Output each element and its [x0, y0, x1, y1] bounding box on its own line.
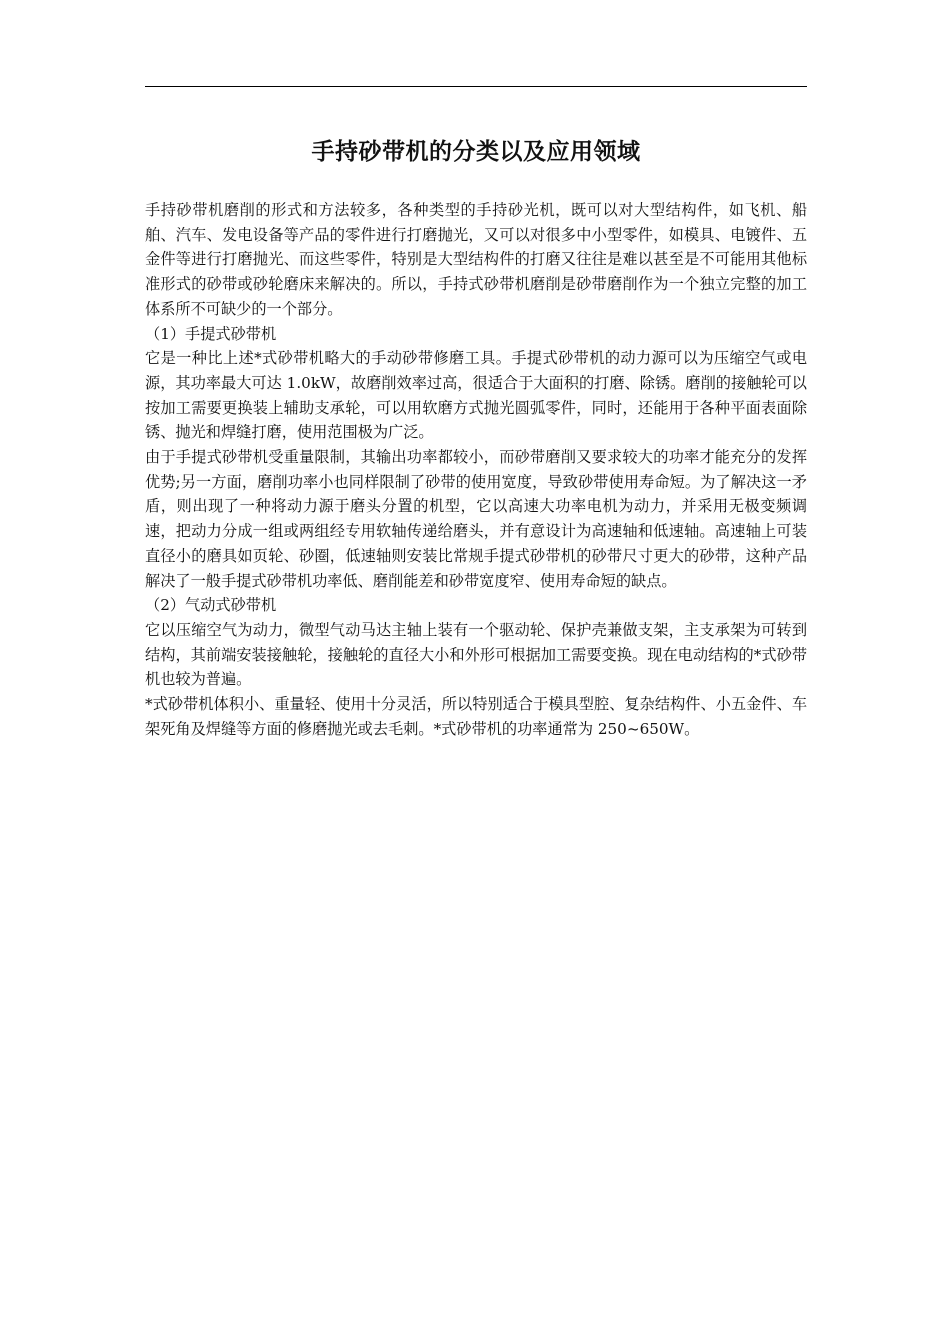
- section-heading-pneumatic: （2）气动式砂带机: [145, 596, 277, 615]
- handheld-paragraph-2: 由于手提式砂带机受重量限制，其输出功率都较小，而砂带磨削又要求较大的功率才能充分的发挥优势;另一方面，磨削功率小也同样限制了砂带的使用宽度，导致砂带使用寿命短。为了解决这一矛盾，则出现了一种将动力源于磨头分置的机型，它以高速大功率电机为动力，并采用无极变频调速，把动力分成一组或两组经专用软轴传递给磨头，并有意设计为高速轴和低速轴。高速轴上可装直径小的磨具如页轮、砂圈，低速轴则安装比常规手提式砂带机的砂带尺寸更大的砂带，这种产品解决了一般手提式砂带机功率低、磨削能差和砂带宽度窄、使用寿命短的缺点。: [145, 448, 807, 590]
- pneumatic-paragraph-2: *式砂带机体积小、重量轻、使用十分灵活，所以特别适合于模具型腔、复杂结构件、小五金件、车架死角及焊缝等方面的修磨抛光或去毛刺。*式砂带机的功率通常为 250~650W。: [145, 695, 807, 738]
- intro-paragraph: 手持砂带机磨削的形式和方法较多，各种类型的手持砂光机，既可以对大型结构件，如飞机、船舶、汽车、发电设备等产品的零件进行打磨抛光，又可以对很多中小型零件，如模具、电镀件、五金件等进行打磨抛光、而这些零件，特别是大型结构件的打磨又往往是难以甚至是不可能用其他标准形式的砂带或砂轮磨床来解决的。所以，手持式砂带机磨削是砂带磨削作为一个独立完整的加工体系所不可缺少的一个部分。: [145, 201, 807, 318]
- section-heading-handheld: （1）手提式砂带机: [145, 324, 277, 343]
- handheld-paragraph-1: 它是一种比上述*式砂带机略大的手动砂带修磨工具。手提式砂带机的动力源可以为压缩空气或电源，其功率最大可达 1.0kW，故磨削效率过高，很适合于大面积的打磨、除锈。磨削的接触轮可以按加工需要更换装上辅助支承轮，可以用软磨方式抛光圆弧零件，同时，还能用于各种平面表面除锈、抛光和焊缝打磨，使用范围极为广泛。: [145, 349, 807, 442]
- document-body: [145, 198, 807, 741]
- document-title: 手持砂带机的分类以及应用领域: [311, 139, 641, 165]
- pneumatic-paragraph-1: 它以压缩空气为动力，微型气动马达主轴上装有一个驱动轮、保护壳兼做支架，主支承架为可转到结构，其前端安装接触轮，接触轮的直径大小和外形可根据加工需要变换。现在电动结构的*式砂带机也较为普遍。: [145, 620, 807, 689]
- header-rule: [145, 86, 807, 87]
